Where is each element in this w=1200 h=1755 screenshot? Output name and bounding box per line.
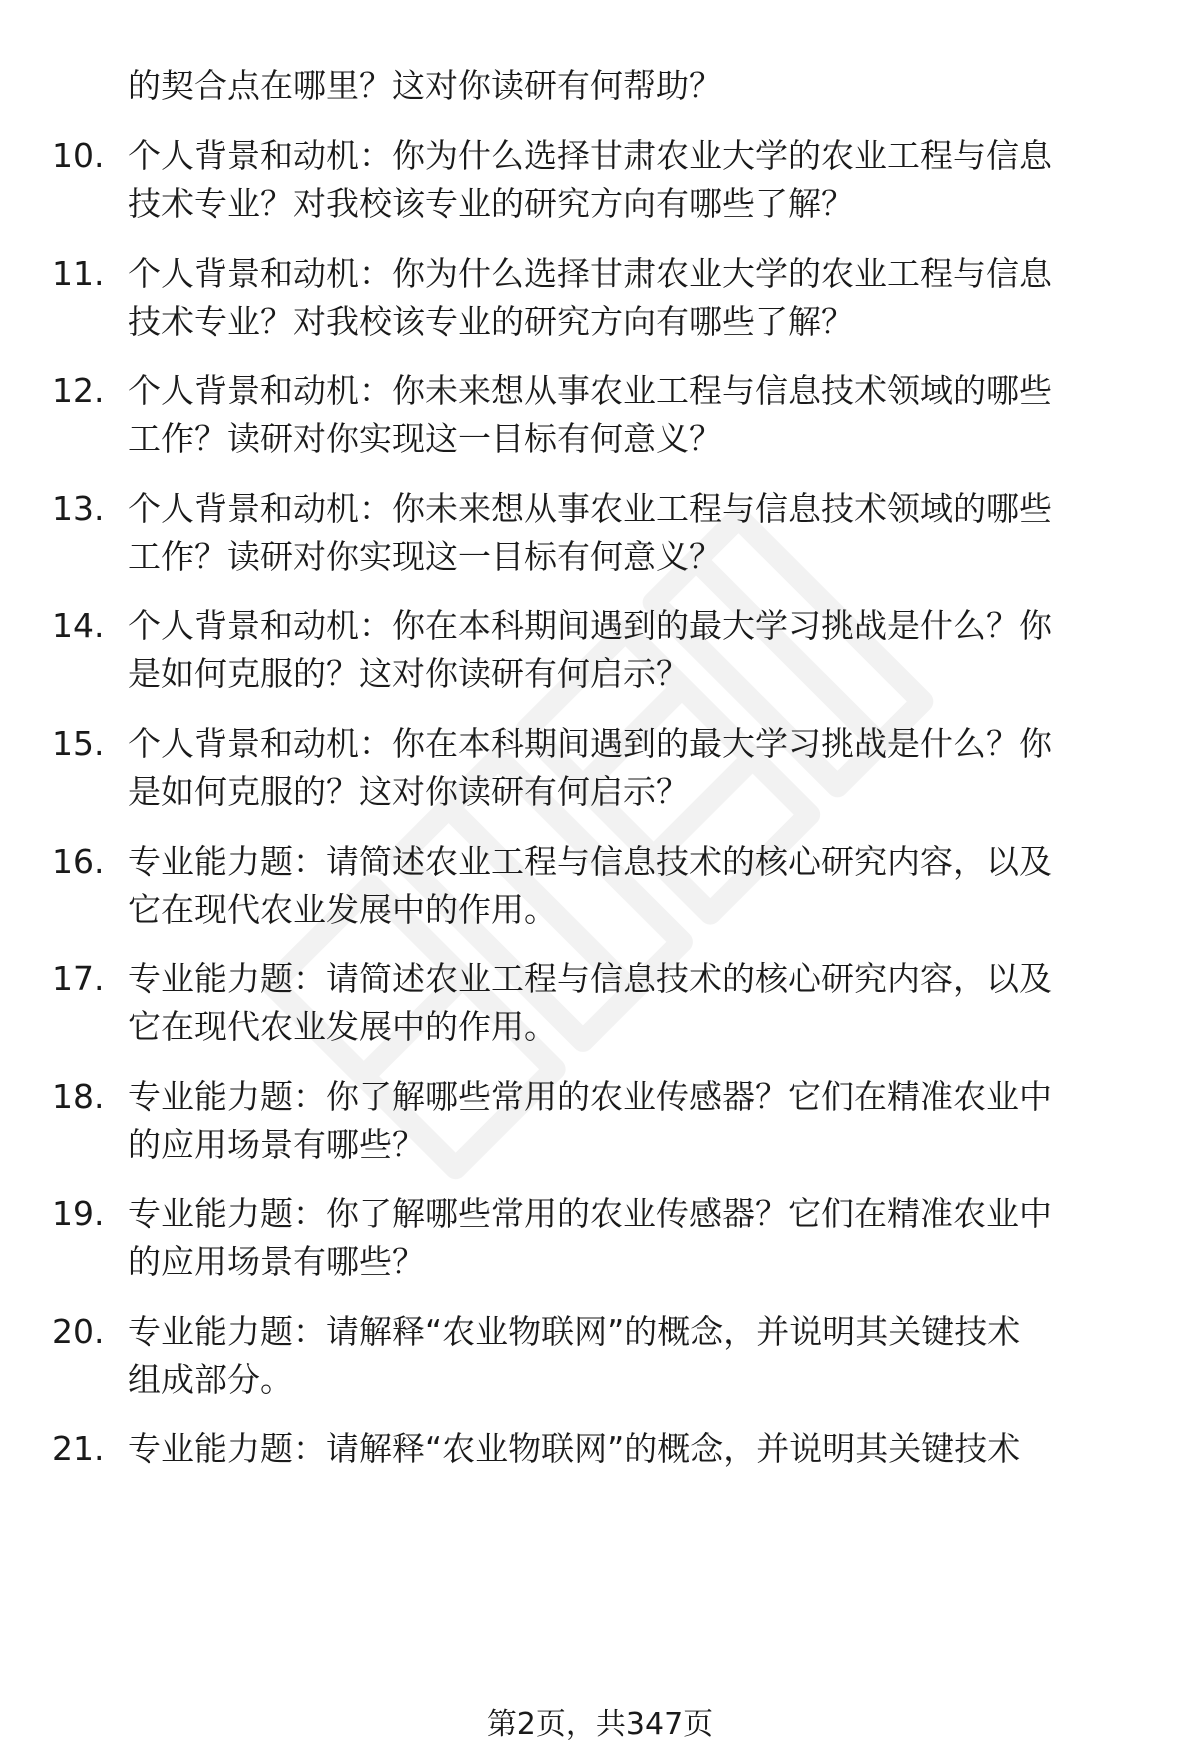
question-text-line-1: 个人背景和动机：你在本科期间遇到的最大学习挑战是什么？你 <box>128 724 1052 763</box>
question-text-line-1: 专业能力题：请简述农业工程与信息技术的核心研究内容，以及 <box>128 842 1052 881</box>
question-text-line-2: 技术专业？对我校该专业的研究方向有哪些了解？ <box>128 184 854 223</box>
page-footer: 第2页，共347页 <box>486 1707 714 1742</box>
question-text-line-2: 是如何克服的？这对你读研有何启示？ <box>128 654 689 693</box>
question-text-line-2: 工作？读研对你实现这一目标有何意义？ <box>128 537 722 576</box>
list-item <box>0 1190 1200 1290</box>
question-number: 13. <box>52 489 105 528</box>
question-text-line-1: 个人背景和动机：你未来想从事农业工程与信息技术领域的哪些 <box>128 489 1052 528</box>
list-item <box>0 838 1200 938</box>
continuation-line: 的契合点在哪里？这对你读研有何帮助？ <box>128 66 722 105</box>
question-number: 19. <box>52 1194 105 1233</box>
list-item <box>0 955 1200 1055</box>
question-number: 11. <box>52 254 105 293</box>
list-item <box>0 602 1200 702</box>
list-item <box>0 367 1200 467</box>
list-item <box>0 250 1200 350</box>
question-number: 14. <box>52 606 105 645</box>
list-item <box>0 1308 1200 1408</box>
question-number: 18. <box>52 1077 105 1116</box>
question-text-line-2: 组成部分。 <box>128 1360 293 1399</box>
list-item <box>0 485 1200 585</box>
question-text-line-2: 它在现代农业发展中的作用。 <box>128 1007 557 1046</box>
question-text-line-2: 它在现代农业发展中的作用。 <box>128 890 557 929</box>
question-text-line-2: 的应用场景有哪些？ <box>128 1125 425 1164</box>
question-number: 16. <box>52 842 105 881</box>
question-text-line-2: 工作？读研对你实现这一目标有何意义？ <box>128 419 722 458</box>
question-number: 21. <box>52 1429 105 1468</box>
question-text-line-2: 技术专业？对我校该专业的研究方向有哪些了解？ <box>128 302 854 341</box>
question-number: 10. <box>52 136 105 175</box>
question-text-line-2: 是如何克服的？这对你读研有何启示？ <box>128 772 689 811</box>
question-text-line-1: 专业能力题：你了解哪些常用的农业传感器？它们在精准农业中 <box>128 1077 1052 1116</box>
question-text-line-1: 专业能力题：请简述农业工程与信息技术的核心研究内容，以及 <box>128 959 1052 998</box>
question-text-line-1: 个人背景和动机：你未来想从事农业工程与信息技术领域的哪些 <box>128 371 1052 410</box>
question-number: 12. <box>52 371 105 410</box>
question-number: 15. <box>52 724 105 763</box>
question-text-line-1: 专业能力题：请解释“农业物联网”的概念，并说明其关键技术 <box>128 1312 1021 1351</box>
question-text-line-1: 个人背景和动机：你为什么选择甘肃农业大学的农业工程与信息 <box>128 136 1052 175</box>
list-item <box>0 132 1200 232</box>
question-text-line-1: 个人背景和动机：你为什么选择甘肃农业大学的农业工程与信息 <box>128 254 1052 293</box>
question-text-line-1: 专业能力题：请解释“农业物联网”的概念，并说明其关键技术 <box>128 1429 1021 1468</box>
list-item <box>0 720 1200 820</box>
question-number: 20. <box>52 1312 105 1351</box>
question-text-line-2: 的应用场景有哪些？ <box>128 1242 425 1281</box>
list-item <box>0 1073 1200 1173</box>
question-text-line-1: 专业能力题：你了解哪些常用的农业传感器？它们在精准农业中 <box>128 1194 1052 1233</box>
list-item <box>0 1425 1200 1525</box>
question-number: 17. <box>52 959 105 998</box>
question-text-line-1: 个人背景和动机：你在本科期间遇到的最大学习挑战是什么？你 <box>128 606 1052 645</box>
